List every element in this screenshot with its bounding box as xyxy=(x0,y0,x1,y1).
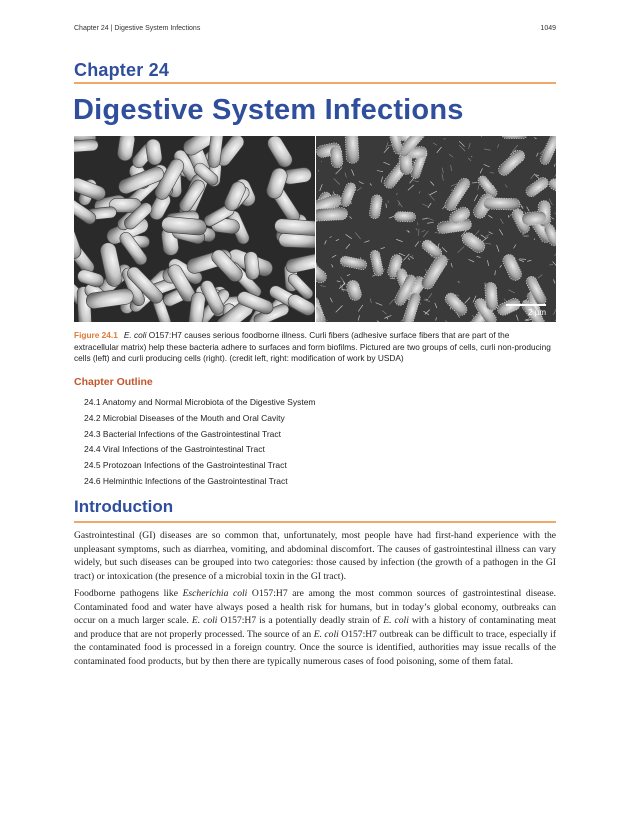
p2-organism: E. coli xyxy=(191,615,218,627)
scale-bar xyxy=(506,304,546,306)
outline-item[interactable]: 24.3 Bacterial Infections of the Gastrointestinal Tract xyxy=(84,428,282,439)
micrograph-curli-nonproducing xyxy=(74,136,315,322)
p2-text: O157:H7 outbreak can be difficult to trace, especially if the contaminated food is processed in a foreign country. Once the source is identified, authorities may issue recalls of the contaminated food products, but by then there are typically numerous cases of food poisoning, some of them fatal. xyxy=(74,628,557,667)
p2-organism: E. coli xyxy=(383,615,409,627)
caption-text: O157:H7 causes serious foodborne illness. Curli fibers (adhesive surface fibers that are part of the extracellular matrix) help these bacteria adhere to surfaces and form biofilms. Pictured are two groups of cells, curli non-producing cells (left) and curli producing cells (right). (credit left, right: modification of work by USDA) xyxy=(74,330,551,363)
p2-text: O157:H7 is a potentially deadly strain of xyxy=(217,615,384,627)
introduction-heading: Introduction xyxy=(74,497,174,516)
running-title: Chapter 24 | Digestive System Infections xyxy=(74,25,201,32)
caption-organism: E. coli xyxy=(123,330,147,340)
figure-24-1 xyxy=(74,136,556,322)
outline-item[interactable]: 24.1 Anatomy and Normal Microbiota of the Digestive System xyxy=(84,397,316,407)
bacterium-cell xyxy=(274,218,315,236)
scale-label: 2 µm xyxy=(528,308,546,317)
intro-paragraph-1: Gastrointestinal (GI) diseases are so common that, unfortunately, most people have had first-hand experience with the unpleasant symptoms, such as diarrhea, vomiting, and abdominal discomfort. The causes of gastrointestinal illness can vary widely, but such diseases can be grouped into two categories: those caused by infection (the growth of a pathogen in the GI tract) or intoxication (the presence of a microbial toxin in the GI tract). xyxy=(74,530,556,582)
micrograph-curli-producing xyxy=(316,136,556,322)
chapter-label-rule xyxy=(74,82,556,84)
bacterium-cell xyxy=(395,212,416,222)
p2-text: O157:H7 are among the most common sources of gastrointestinal disease. Contaminated food and water have always posed a health risk for humans, but in today’s global economy, outbreaks can occur on a much larger scale. xyxy=(74,588,556,627)
figure-caption xyxy=(74,330,556,365)
bacterium-cell xyxy=(485,282,498,311)
intro-paragraph-2 xyxy=(74,587,556,669)
chapter-title: Digestive System Infections xyxy=(73,94,464,126)
bacterium-cell xyxy=(345,136,359,164)
p2-organism: Escherichia coli xyxy=(182,588,248,599)
chapter-outline-heading: Chapter Outline xyxy=(74,376,153,388)
introduction-rule xyxy=(74,521,556,523)
p2-organism: E. coli xyxy=(313,628,339,640)
page-number: 1049 xyxy=(540,25,556,32)
p2-text: with a history of contaminating meat and produce that are not properly processed. The source of an xyxy=(74,615,557,640)
bacterium-cell xyxy=(316,207,348,221)
p2-text: Foodborne pathogens like xyxy=(74,588,183,599)
outline-item[interactable]: 24.6 Helminthic Infections of the Gastrointestinal Tract xyxy=(84,475,288,486)
micrograph-left-image xyxy=(74,136,315,322)
bacterium-cell xyxy=(502,136,527,139)
micrograph-right-image xyxy=(316,136,556,322)
outline-item[interactable]: 24.2 Microbial Diseases of the Mouth and Oral Cavity xyxy=(84,412,285,423)
chapter-label: Chapter 24 xyxy=(74,60,170,80)
outline-item[interactable]: 24.5 Protozoan Infections of the Gastrointestinal Tract xyxy=(84,460,287,471)
chapter-outline-list xyxy=(84,395,316,490)
bacterium-cell xyxy=(483,198,520,211)
running-header xyxy=(74,25,556,37)
figure-number: Figure 24.1 xyxy=(74,330,118,340)
outline-item[interactable]: 24.4 Viral Infections of the Gastrointestinal Tract xyxy=(84,444,265,455)
